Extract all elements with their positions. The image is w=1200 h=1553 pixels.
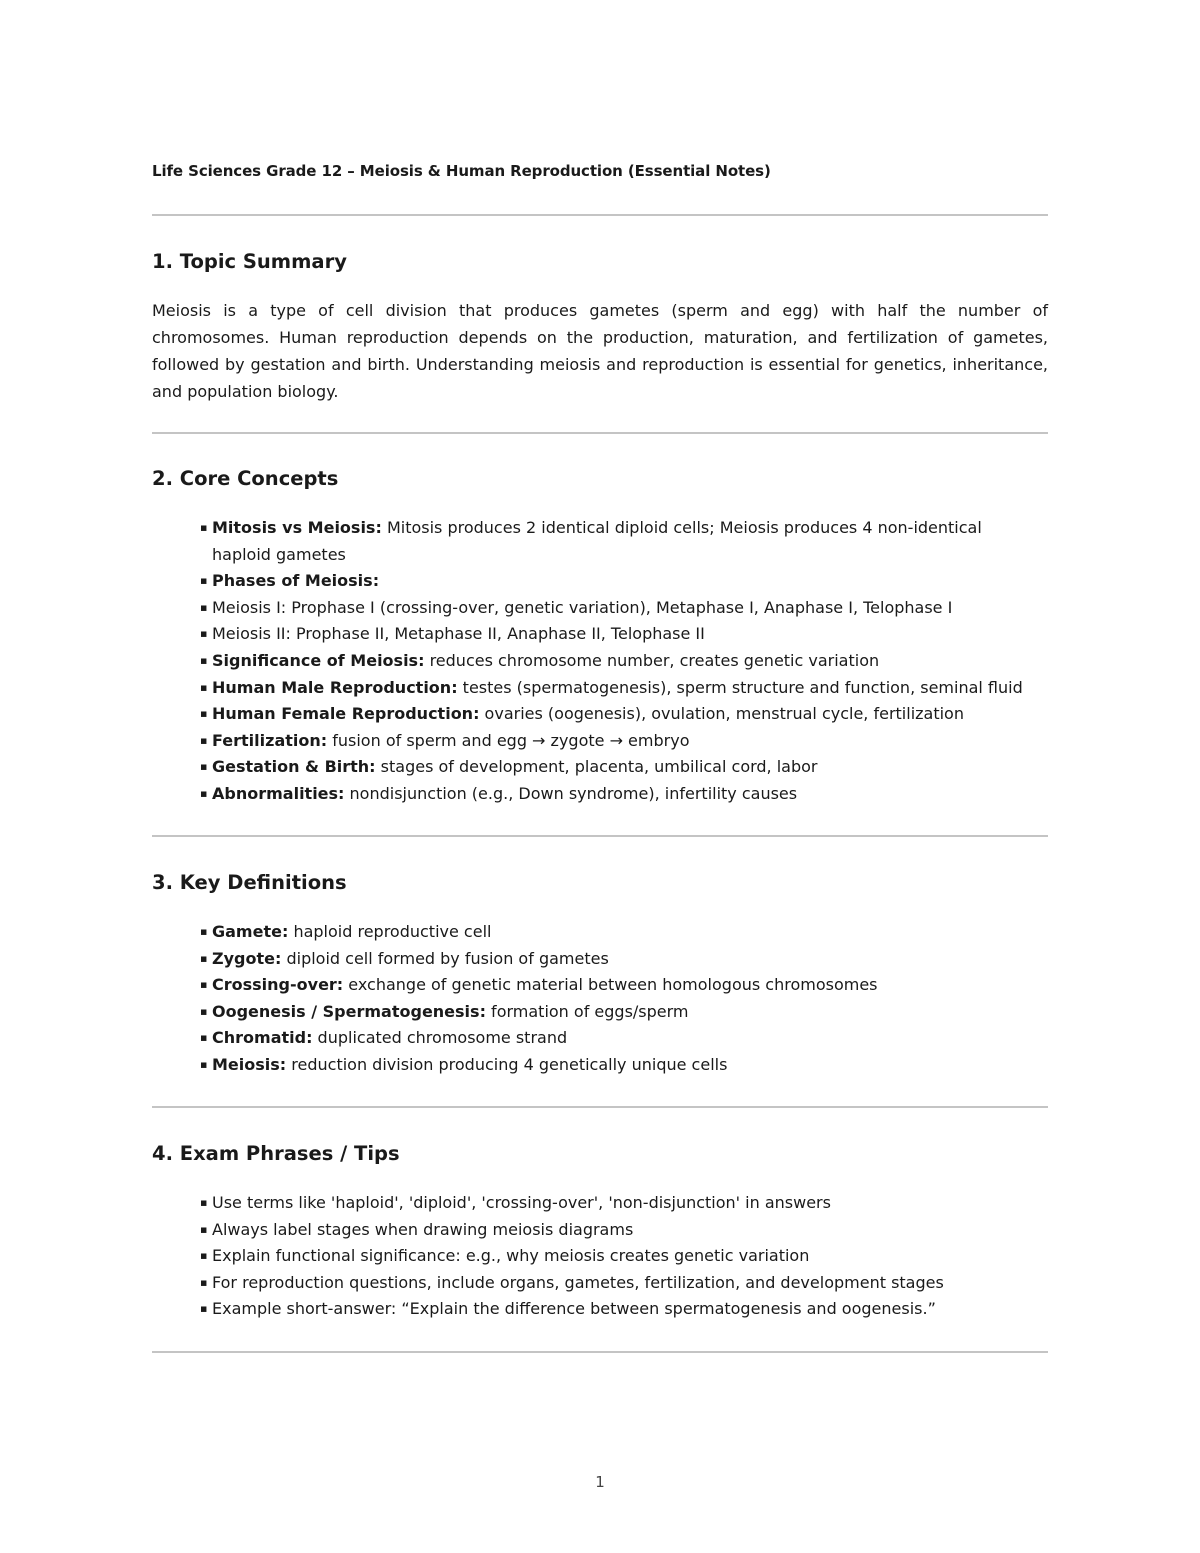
section-heading-topic-summary: 1. Topic Summary — [152, 250, 347, 273]
list-item: ▪ Oogenesis / Spermatogenesis: formation of eggs/sperm — [200, 999, 1040, 1026]
section-divider — [152, 432, 1048, 434]
page-number: 1 — [595, 1473, 605, 1491]
key-definitions-list — [200, 919, 1040, 1079]
list-item: ▪ Gamete: haploid reproductive cell — [200, 919, 1040, 946]
core-concepts-list — [200, 515, 1040, 808]
list-item: ▪ Human Male Reproduction: testes (spermatogenesis), sperm structure and function, seminal fluid — [200, 675, 1040, 702]
section-divider — [152, 214, 1048, 216]
topic-summary-paragraph: Meiosis is a type of cell division that produces gametes (sperm and egg) with half the number of chromosomes. Human reproduction depends on the production, maturation, and fertilization of gametes, followed by gestation and birth. Understanding meiosis and reproduction is essential for genetics, inheritance, and population biology. — [152, 301, 1048, 401]
section-heading-core-concepts: 2. Core Concepts — [152, 467, 339, 490]
section-heading-key-definitions: 3. Key Definitions — [152, 871, 347, 894]
list-item: ▪ Meiosis II: Prophase II, Metaphase II, Anaphase II, Telophase II — [200, 621, 1040, 648]
list-item: ▪ Always label stages when drawing meiosis diagrams — [200, 1217, 1040, 1244]
list-item: ▪ Use terms like 'haploid', 'diploid', 'crossing-over', 'non-disjunction' in answers — [200, 1190, 1040, 1217]
list-item: ▪ Gestation & Birth: stages of development, placenta, umbilical cord, labor — [200, 754, 1040, 781]
list-item: ▪ Example short-answer: “Explain the difference between spermatogenesis and oogenesis.” — [200, 1296, 1040, 1323]
section-divider — [152, 1106, 1048, 1108]
list-item: ▪ Significance of Meiosis: reduces chromosome number, creates genetic variation — [200, 648, 1040, 675]
list-item: ▪ Meiosis: reduction division producing 4 genetically unique cells — [200, 1052, 1040, 1079]
list-item: ▪ Phases of Meiosis: — [200, 568, 1040, 595]
list-item: ▪ Explain functional significance: e.g., why meiosis creates genetic variation — [200, 1243, 1040, 1270]
list-item: ▪ For reproduction questions, include organs, gametes, fertilization, and development stages — [200, 1270, 1040, 1297]
list-item: ▪ Mitosis vs Meiosis: Mitosis produces 2 identical diploid cells; Meiosis produces 4 non-identical haploid gametes — [200, 515, 1040, 568]
list-item: ▪ Meiosis I: Prophase I (crossing-over, genetic variation), Metaphase I, Anaphase I, Telophase I — [200, 595, 1040, 622]
section-divider — [152, 835, 1048, 837]
section-divider — [152, 1351, 1048, 1353]
exam-tips-list — [200, 1190, 1040, 1323]
document-title: Life Sciences Grade 12 – Meiosis & Human Reproduction (Essential Notes) — [152, 162, 771, 180]
list-item: ▪ Abnormalities: nondisjunction (e.g., Down syndrome), infertility causes — [200, 781, 1040, 808]
list-item: ▪ Crossing-over: exchange of genetic material between homologous chromosomes — [200, 972, 1040, 999]
list-item: ▪ Zygote: diploid cell formed by fusion of gametes — [200, 946, 1040, 973]
list-item: ▪ Fertilization: fusion of sperm and egg → zygote → embryo — [200, 728, 1040, 755]
list-item: ▪ Human Female Reproduction: ovaries (oogenesis), ovulation, menstrual cycle, fertilization — [200, 701, 1040, 728]
section-heading-exam-tips: 4. Exam Phrases / Tips — [152, 1142, 400, 1165]
list-item: ▪ Chromatid: duplicated chromosome strand — [200, 1025, 1040, 1052]
